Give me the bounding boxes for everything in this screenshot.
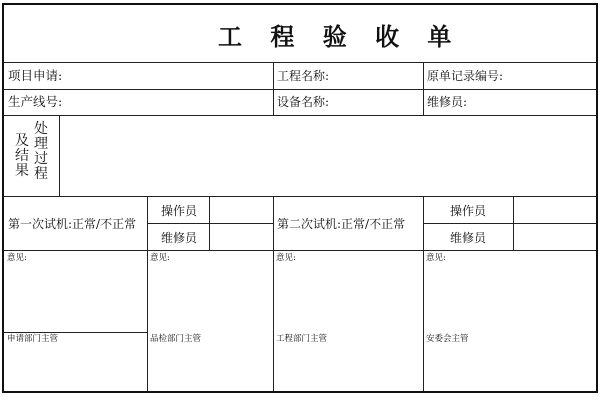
opinion-label-3: 意见: [276,253,296,263]
maintainer-label: 维修员: [427,95,468,109]
signature-safety-committee: 安委会主管 [426,334,469,344]
signature-qc-dept: 品检部门主管 [150,334,202,344]
acceptance-form [2,3,598,393]
rule-trial-1 [147,196,148,391]
trial1-maintainer-label: 维修员 [161,231,198,245]
signature-applicant-dept: 申请部门主管 [7,334,59,344]
trial1-label: 第一次试机:正常/不正常 [8,217,137,231]
signature-engineering-dept: 工程部门主管 [276,334,328,344]
opinion-label-4: 意见: [426,253,446,263]
rule-under-row2 [4,115,596,116]
production-line-label: 生产线号: [8,94,63,109]
opinion-label-2: 意见: [150,253,170,263]
process-label-col2: 处理过程 [34,121,48,182]
project-applicant-label: 项目申请: [8,68,63,83]
rule-trial-4 [423,196,424,391]
project-name-label: 工程名称: [277,69,330,83]
rule-col-a [273,62,274,115]
rule-trial2-mid [423,223,596,224]
process-label-col1: 及结果 [15,133,29,179]
trial2-label: 第二次试机:正常/不正常 [277,217,406,231]
equipment-name-label: 设备名称: [277,95,330,109]
rule-process-label [59,115,60,196]
rule-under-row1 [4,89,596,90]
trial2-operator-label: 操作员 [450,204,487,218]
rule-trial-5 [513,196,514,250]
rule-trial-3 [273,196,274,391]
form-title: 工 程 验 收 单 [218,23,462,51]
rule-trial-2 [209,196,210,250]
rule-under-trials [4,250,596,251]
rule-col-b [423,62,424,115]
original-record-no-label: 原单记录编号: [427,69,504,83]
rule-under-title [4,62,596,63]
trial1-operator-label: 操作员 [161,204,198,218]
trial2-maintainer-label: 维修员 [450,231,487,245]
opinion-label-1: 意见: [7,253,27,263]
rule-opinion1-mid [4,332,147,333]
rule-under-process [4,196,596,197]
rule-trial1-mid [147,223,273,224]
